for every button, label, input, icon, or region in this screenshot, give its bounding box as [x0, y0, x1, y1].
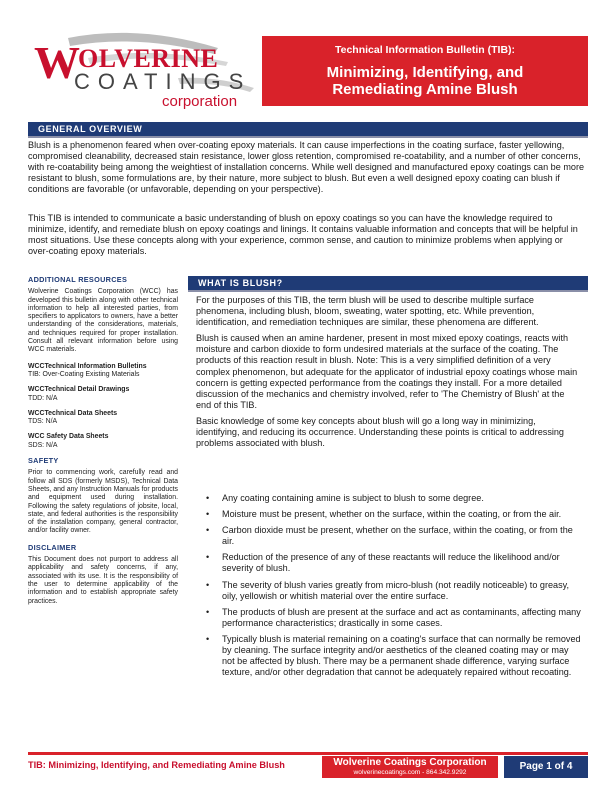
sidebar-heading-resources: ADDITIONAL RESOURCES — [28, 275, 128, 284]
list-item: • The products of blush are present at the surface and act as contaminants, affecting many performance characteristics; drastically in some cases. — [204, 607, 582, 629]
logo-letter-w: W — [34, 37, 80, 88]
sidebar-item-value: TDD: N/A — [28, 394, 58, 402]
overview-paragraph: This TIB is intended to communicate a basic understanding of blush on epoxy coatings so you can have the knowledge required to minimize, identify, and remediate blush on epoxy coatings and linings. It contains valuable information and concepts that will be helpful in most situations. Use these concepts along with your experience, common sense, and caution to minimize problems when applying or over-coating epoxy materials. — [28, 213, 578, 257]
blush-paragraph: Blush is caused when an amine hardener, present in most mixed epoxy coatings, reacts with moisture and carbon dioxide to form undesired materials at the surface of the coating. The products of this reaction result in blush. Note: This is a very simplified definition of a very complex phenomenon, but adequate for the applicator of industrial epoxy coatings whose main concern is getting expected performance from the coatings they install. For a more detailed discussion of the mechanics and chemistry involved, refer to 'The Chemistry of Blush' at the end of this TIB. — [196, 333, 578, 410]
sidebar-item-label: WCCTechnical Data Sheets — [28, 409, 118, 417]
sidebar-item-label: WCCTechnical Information Bulletins — [28, 362, 147, 370]
list-item: • Carbon dioxide must be present, whether on the surface, within the coating, or from the air. — [204, 525, 582, 547]
sidebar-item-value: TDS: N/A — [28, 418, 58, 426]
list-item: • Any coating containing amine is subject to blush to some degree. — [204, 493, 582, 504]
blush-paragraph: For the purposes of this TIB, the term blush will be used to describe multiple surface phenomena, including blush, bloom, sweating, water spotting, etc. While prevention, identification, and remediation techniques are similar, these phenomena are different. — [196, 295, 539, 328]
page-title: Minimizing, Identifying, and Remediating Amine Blush — [326, 64, 524, 98]
logo-word-corporation: corporation — [162, 93, 238, 110]
sidebar-item-label: WCC Safety Data Sheets — [28, 433, 109, 441]
footer-divider — [28, 752, 588, 755]
tib-title-box — [262, 36, 588, 106]
logo-word-olverine: OLVERINE — [78, 44, 219, 73]
list-item: • The severity of blush varies greatly from micro-blush (not readily noticeable) to greasy, oily, yellowish or whitish material over the entire surface. — [204, 580, 582, 602]
sidebar-heading-safety: SAFETY — [28, 456, 59, 466]
page-number: Page 1 of 4 — [504, 756, 588, 778]
footer-company-box — [322, 756, 498, 778]
overview-paragraph: Blush is a phenomenon feared when over-coating epoxy materials. It can cause imperfections in the coating surface, faster yellowing, compromised cleanability, decreased stain resistance, lower gloss retention, compromised re-coatability, and a number of other concerns, with re-coatability being among the weightiest of installation concerns. While well designed and manufactured epoxy coatings can be more resistant to blush, some formulations are, by their nature, more subject to blush. But even a well designed epoxy coating can blush if conditions are favorable (or unfavorable, depending on your perspective). — [28, 140, 585, 195]
footer-title: TIB: Minimizing, Identifying, and Remediating Amine Blush — [28, 760, 285, 770]
sidebar-item-value: SDS: N/A — [28, 441, 58, 449]
blush-bullet-list — [204, 493, 582, 683]
sidebar — [28, 276, 178, 614]
sidebar-heading-disclaimer: DISCLAIMER — [28, 542, 77, 552]
sidebar-item-value: TIB: Over-Coating Existing Materials — [28, 370, 140, 378]
list-item: • Reduction of the presence of any of these reactants will reduce the likelihood and/or severity of blush. — [204, 552, 582, 574]
company-logo — [28, 28, 258, 110]
sidebar-item-label: WCCTechnical Detail Drawings — [28, 386, 130, 394]
sidebar-resources-text: Wolverine Coatings Corporation (WCC) has developed this bulletin along with other technical information to help all interested parties, from specifiers to applicators to owners, have a better understanding of the considerations, materials, and techniques required for proper installation. Consult all relevant information before using WCC materials. — [28, 288, 178, 354]
sidebar-safety-text: Prior to commencing work, carefully read and follow all SDS (formerly MSDS), Technical Data Sheets, and any Instruction Manuals for products and equipment used during installation. Following the safety regulations of jobsite, local, state, and federal authorities is the responsibility of the installation company, general contractor, and/or facility owner. — [28, 469, 178, 535]
list-item: • Moisture must be present, whether on the surface, within the coating, or from the air. — [204, 509, 582, 520]
section-heading-general-overview: GENERAL OVERVIEW — [28, 122, 588, 138]
footer-company-name: Wolverine Coatings Corporation — [333, 757, 487, 768]
tib-label: Technical Information Bulletin (TIB): — [334, 44, 516, 56]
list-item: • Typically blush is material remaining on a coating's surface that can normally be removed by cleaning. The surface integrity and/or aesthetics of the cleaned coating may or may not be affected by blush. There may be a permanent shade difference, varying surface texture, and/or other degradation that cannot be adequately repaired without recoating. — [204, 634, 582, 678]
blush-body — [196, 295, 581, 454]
logo-word-coatings: COATINGS — [74, 69, 252, 94]
footer-company-contact: wolverinecoatings.com - 864.342.9292 — [353, 769, 467, 776]
blush-paragraph: Basic knowledge of some key concepts about blush will go a long way in minimizing, identifying, and reducing its occurrence. Understanding these points is critical to addressing problems associated with blush. — [196, 415, 564, 449]
sidebar-disclaimer-text: This Document does not purport to address all applicability and safety concerns, if any, associated with its use. It is the responsibility of the user to determine applicability of the information and to establish appropriate safety practices. — [28, 556, 178, 605]
section-heading-what-is-blush: WHAT IS BLUSH? — [188, 276, 588, 292]
